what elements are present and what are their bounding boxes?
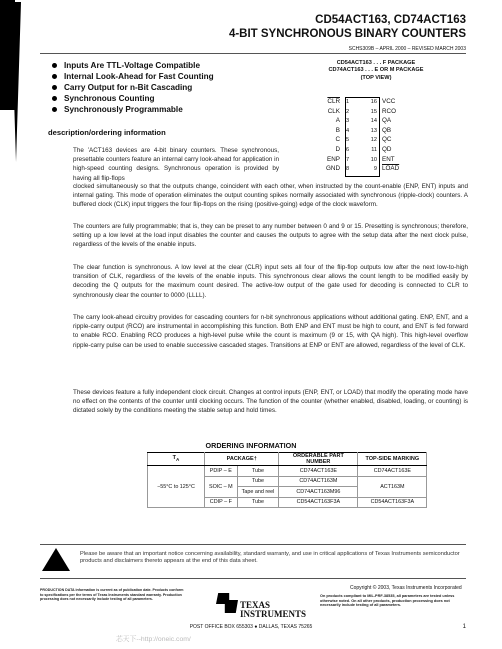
ti-logo-text-line1: TEXAS [240, 600, 271, 610]
media-cell: Tube [237, 476, 279, 487]
pin-number-right: 10 [370, 156, 377, 163]
pin-number-left: 7 [346, 156, 350, 163]
part-cell: CD74ACT163M96 [279, 487, 358, 498]
pin-number-right: 13 [370, 127, 377, 134]
paragraph-3: The clear function is synchronous. A low level at the clear (CLR) input sets all four of the flip-flop outputs low after the next low-to-high transition of CLK, regardless of the levels of the enable inputs. This synchronous clear allows the count length to be modified easily by decoding the Q outputs for the maximum count desired. The active-low output of the gate used for decoding is connected to CLR to synchronously clear the counter to 0000 (LLLL). [73, 264, 468, 299]
feature-item: Synchronously Programmable [64, 104, 214, 115]
ordering-table [147, 452, 427, 508]
part-cell: CD74ACT163E [279, 466, 358, 477]
feature-item: Internal Look-Ahead for Fast Counting [64, 72, 214, 82]
pin-name-left: C [335, 136, 340, 144]
doc-id: SCHS309B – APRIL 2000 – REVISED MARCH 2003 [348, 46, 466, 52]
media-cell: Tube [237, 497, 279, 508]
pin-number-left: 3 [346, 118, 350, 125]
paragraph-5: These devices feature a fully independent clock circuit. Changes at control inputs (ENP, ENT, or LOAD) that modify the operating mode have no effect on the contents of the counter until clocking occurs. The function of the counter (whether enabled, disabled, loading, or counting) is dictated solely by the conditions meeting the stable setup and hold times. [73, 389, 468, 415]
ordering-title: ORDERING INFORMATION [205, 441, 297, 450]
pin-number-right: 11 [371, 147, 377, 153]
paragraph-4: The carry look-ahead circuitry provides for cascading counters for n-bit synchronous applications without additional gating. ENP, ENT, and a ripple-carry output (RCO) are instrumental in accomplishing this function. Both ENP and ENT must be high to count, and ENT is fed forward to enable RCO. Enabling RCO produces a high-level pulse while the count is maximum (9 or 15, with QA high). This high-level overflow ripple-carry pulse can be used to enable successive cascaded stages. Transitions at ENP or ENT are allowed, regardless of the level of CLK. [73, 314, 468, 349]
feature-item: Synchronous Counting [64, 93, 214, 104]
feature-item: Carry Output for n-Bit Cascading [64, 82, 214, 93]
pin-name-left: D [335, 146, 340, 153]
pin-name-right: QD [382, 146, 392, 153]
media-cell: Tube [237, 466, 279, 477]
pkg-cell: CDIP – F [205, 497, 238, 508]
title-line2: 4-BIT SYNCHRONOUS BINARY COUNTERS [228, 28, 466, 40]
pin-name-right: QA [382, 117, 392, 125]
mil-note: On products compliant to MIL-PRF-38535, all parameters are tested unless otherwise noted. On all other products, production processing does not necessarily include testing of all parameters. [320, 594, 455, 608]
pin-name-right: QB [382, 126, 392, 134]
pin-number-left: 6 [346, 147, 350, 153]
watermark-text: 芯天下--http://oneic.com/ [116, 636, 191, 643]
pin-name-right: QC [382, 136, 392, 144]
pkg-cell: PDIP – E [205, 466, 238, 477]
part-cell: CD74ACT163M [279, 476, 358, 487]
pkg-cell: SOIC – M [205, 476, 238, 497]
mark-cell: CD54ACT163F3A [358, 497, 427, 508]
col-mark: TOP-SIDE MARKING [358, 453, 427, 466]
pin-number-right: 9 [373, 166, 377, 173]
feature-list [64, 60, 214, 115]
texas-state-logo-icon [216, 593, 238, 613]
ti-logo-text-line2: INSTRUMENTS [240, 609, 307, 619]
pin-name-left: A [335, 117, 340, 125]
pin-name-right: LOAD [382, 165, 400, 173]
postal-address: POST OFFICE BOX 655303 ● DALLAS, TEXAS 75265 [189, 624, 313, 630]
production-data-note: PRODUCTION DATA information is current as of publication date. Products conform to specifications per the terms of Texas Instruments standard warranty. Production processing does not necessarily include testing of all parameters. [40, 588, 184, 602]
title-line1: CD54ACT163, CD74ACT163 [315, 14, 466, 26]
pin-number-left: 8 [346, 166, 350, 173]
page-number: 1 [462, 624, 466, 630]
copyright: Copyright © 2003, Texas Instruments Incorporated [350, 585, 462, 591]
warning-rule-bottom [40, 578, 466, 579]
table-row [148, 466, 427, 477]
pin-name-right: VCC [382, 98, 396, 105]
pin-number-left: 5 [346, 137, 350, 144]
feature-item: Inputs Are TTL-Voltage Compatible [64, 60, 214, 71]
table-header-row [148, 453, 427, 466]
package-header [306, 60, 446, 82]
mark-cell: CD74ACT163E [358, 466, 427, 477]
section-heading: description/ordering information [48, 128, 166, 137]
pin-number-left: 4 [346, 127, 350, 134]
pin-name-right: ENT [382, 155, 395, 163]
part-cell: CD54ACT163F3A [279, 497, 358, 508]
pin-name-right: RCO [382, 107, 396, 115]
pin-name-left: CLK [327, 107, 340, 115]
col-part: ORDERABLE PART NUMBER [279, 453, 358, 466]
pin-name-left: $\overline{CLR}$ [327, 98, 340, 105]
header-rule [40, 53, 466, 54]
package-line3: (TOP VIEW) [360, 74, 392, 81]
col-package: PACKAGE† [205, 453, 279, 466]
pin-number-right: 15 [370, 108, 377, 115]
pin-name-left: B [335, 126, 340, 134]
warning-rule-top [40, 544, 466, 545]
pin-number-left: 1 [346, 99, 350, 105]
pin-number-right: 12 [370, 137, 377, 144]
mark-cell: ACT163M [358, 476, 427, 497]
pin-number-right: 16 [370, 99, 377, 105]
pin-name-left: ENP [327, 155, 340, 163]
paragraph-1-narrow: The ’ACT163 devices are 4-bit binary counters. These synchronous, presettable counters feature an internal carry look-ahead for application in high-speed counting designs. Synchronous operation is provided by having all flip-flops [73, 147, 279, 182]
package-line1: CD54ACT163 . . . F PACKAGE [336, 60, 416, 66]
pin-number-right: 14 [370, 118, 377, 125]
warning-text: Please be aware that an important notice concerning availability, standard warranty, and use in critical applications of Texas Instruments semiconductor products and disclaimers thereto appears at the end of this data sheet. [80, 551, 460, 565]
pin-name-left: GND [326, 165, 340, 173]
paragraph-1-wide: clocked simultaneously so that the outputs change, coincident with each other, when instructed by the count-enable (ENP, ENT) inputs and internal gating. This mode of operation eliminates the output counting spikes normally associated with synchronous (ripple-clock) counters. A buffered clock (CLK) input triggers the four flip-flops on the rising (positive-going) edge of the clock waveform. [73, 183, 468, 209]
col-ta: $T_A$ [148, 453, 205, 466]
media-cell: Tape and reel [237, 487, 279, 498]
pin-number-left: 2 [346, 108, 350, 115]
ta-cell: −55°C to 125°C [148, 466, 205, 508]
warning-icon [42, 548, 70, 571]
paragraph-2: The counters are fully programmable; that is, they can be preset to any number between 0 and 9 or 15. Presetting is synchronous; therefore, setting up a low level at the load input disables the counter and causes the outputs to agree with the setup data after the next clock pulse, regardless of the levels of the enable inputs. [73, 223, 468, 249]
package-line2: CD74ACT163 . . . E OR M PACKAGE [328, 67, 424, 74]
